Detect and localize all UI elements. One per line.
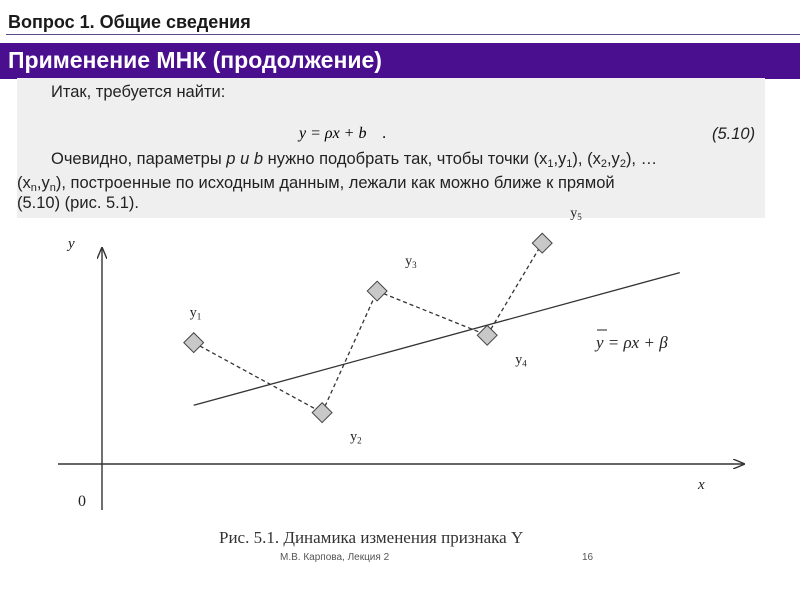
- point-label-y5: $y_5$: [570, 206, 582, 223]
- subscript: 1: [566, 158, 573, 170]
- subscript: n: [30, 182, 37, 194]
- regression-equation: y = ρx + β: [596, 333, 668, 352]
- connector-y3-y4: [377, 291, 487, 335]
- slide-title: Применение МНК (продолжение): [8, 47, 382, 73]
- footer-author: М.В. Карпова, Лекция 2: [280, 552, 390, 563]
- subscript: 2: [619, 158, 626, 170]
- data-point-y4: [477, 325, 497, 345]
- connector-y2-y3: [322, 291, 377, 413]
- formula-text: y = ρx + b: [299, 125, 367, 142]
- header-title: Вопрос 1. Общие сведения: [8, 12, 251, 32]
- formula-dot: .: [382, 125, 387, 142]
- data-point-y3: [367, 281, 387, 301]
- text-run: Очевидно, параметры: [51, 150, 227, 168]
- subscript: n: [49, 182, 56, 194]
- text-run: ,y: [553, 150, 567, 168]
- paragraph-line-3: (5.10) (рис. 5.1).: [17, 194, 140, 212]
- page-number: 16: [582, 552, 594, 563]
- origin-label: 0: [78, 493, 86, 510]
- equation-number: (5.10): [712, 125, 756, 143]
- data-point-y1: [184, 333, 204, 353]
- text-run-italic: и: [235, 150, 254, 168]
- x-axis-label: x: [698, 477, 705, 493]
- y-axis-label: y: [68, 236, 75, 252]
- subscript: 1: [547, 158, 554, 170]
- connector-y1-y2: [194, 343, 322, 413]
- point-label-y3: $y_3$: [405, 254, 417, 271]
- text-run: ), …: [625, 150, 658, 168]
- connector-y4-y5: [487, 243, 542, 335]
- subscript: 2: [600, 158, 607, 170]
- text-run: ,y: [606, 150, 620, 168]
- point-label-y4: $y_4$: [515, 352, 527, 369]
- text-run: ), построенные по исходным данным, лежали как можно ближе к прямой: [55, 174, 615, 192]
- data-point-y5: [532, 233, 552, 253]
- point-label-y2: $y_2$: [350, 429, 362, 446]
- text-run: (x: [17, 174, 31, 192]
- text-run-italic: b: [253, 150, 264, 168]
- data-point-y2: [312, 403, 332, 423]
- intro-line: Итак, требуется найти:: [51, 83, 226, 101]
- text-run-italic: p: [226, 150, 236, 168]
- figure-caption: Рис. 5.1. Динамика изменения признака Y: [219, 528, 524, 547]
- point-label-y1: $y_1$: [189, 305, 202, 322]
- text-run: ,y: [36, 174, 50, 192]
- text-run: ), (x: [572, 150, 601, 168]
- text-run: нужно подобрать так, чтобы точки (x: [263, 150, 548, 168]
